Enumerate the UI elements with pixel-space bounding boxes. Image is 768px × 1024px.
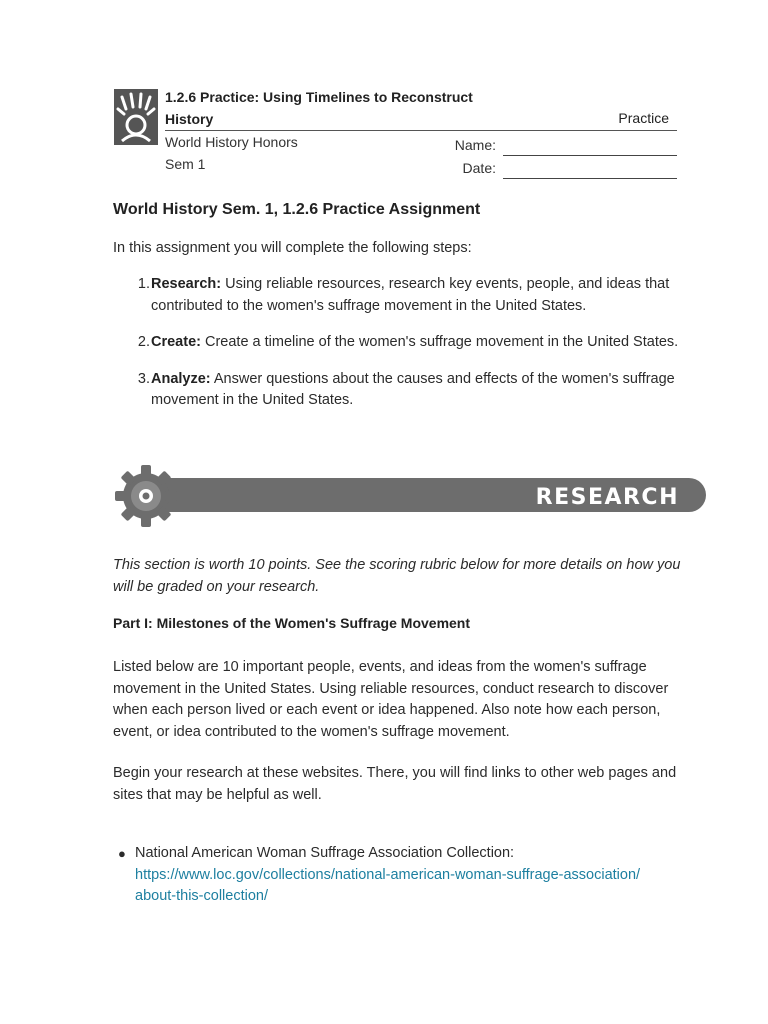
student-fields	[440, 133, 677, 179]
step-number: 2.	[137, 334, 150, 350]
course-name: World History Honors	[165, 134, 298, 150]
resource-name: National American Woman Suffrage Association Collection:	[135, 845, 515, 861]
bullet-icon: ●	[118, 846, 126, 861]
date-label: Date:	[462, 159, 496, 176]
step-label: Analyze:	[151, 370, 211, 387]
banner-label: RESEARCH	[535, 485, 679, 510]
step-number: 1.	[137, 276, 150, 292]
steps-list	[113, 274, 683, 427]
list-item	[113, 332, 683, 354]
date-field[interactable]	[503, 156, 677, 179]
document-title: 1.2.6 Practice: Using Timelines to Reconstruct History	[165, 89, 473, 127]
step-text: Using reliable resources, research key events, people, and ideas that contributed to the women's suffrage movement in the United States.	[151, 276, 670, 314]
part1-paragraph: Begin your research at these websites. There, you will find links to other web pages and sites that may be helpful as well.	[113, 765, 677, 803]
step-text: Create a timeline of the women's suffrage movement in the United States.	[200, 334, 679, 350]
resource-list	[118, 843, 688, 908]
research-banner	[115, 465, 707, 527]
name-label: Name:	[454, 136, 496, 153]
step-number: 3.	[137, 370, 150, 387]
intro-text: In this assignment you will complete the following steps:	[113, 240, 472, 256]
step-text: Answer questions about the causes and effects of the women's suffrage movement in the United States.	[151, 370, 675, 408]
part1-heading: Part I: Milestones of the Women's Suffrage Movement	[113, 615, 471, 631]
section-note: This section is worth 10 points. See the scoring rubric below for more details on how you will be graded on your research.	[113, 557, 681, 595]
gear-icon	[115, 465, 177, 527]
name-field[interactable]	[503, 133, 677, 156]
semester: Sem 1	[165, 156, 206, 172]
list-item	[118, 843, 688, 908]
list-item	[113, 274, 683, 317]
name-field-row	[440, 133, 677, 156]
school-logo-icon	[114, 89, 158, 145]
part1-paragraph: Listed below are 10 important people, events, and ideas from the women's suffrage movement in the United States. Using reliable resources, conduct research to discover when each person lived or each event or idea happened. Also note how each person, event, or idea contributed to the women's suffrage movement.	[113, 659, 669, 740]
date-field-row	[440, 156, 677, 179]
list-item	[113, 369, 683, 412]
assignment-title: World History Sem. 1, 1.2.6 Practice Assignment	[113, 201, 481, 218]
resource-link[interactable]: https://www.loc.gov/collections/national-american-woman-suffrage-association/ about-this-collection/	[135, 866, 641, 904]
step-label: Research:	[151, 276, 222, 292]
course-info	[165, 131, 298, 175]
step-label: Create:	[151, 334, 201, 350]
document-type: Practice	[618, 110, 669, 126]
